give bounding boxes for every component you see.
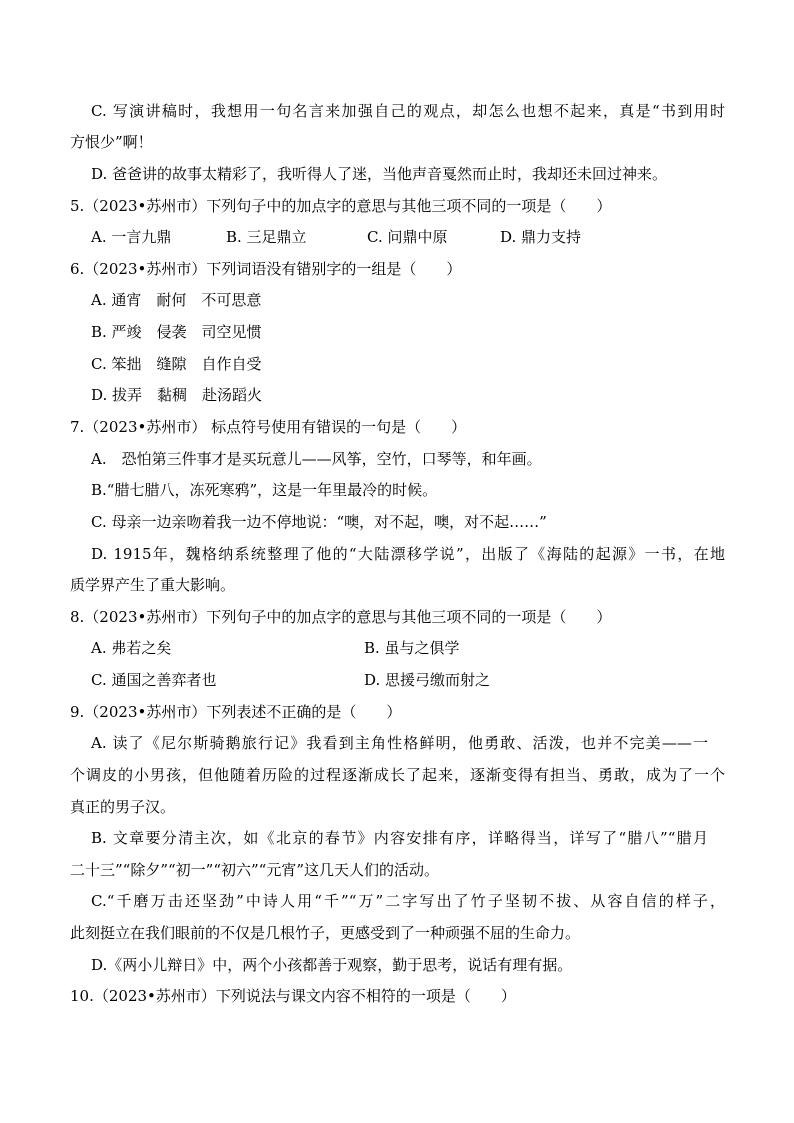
q5-option-b: B. 三足鼎立: [226, 228, 307, 246]
q9-option-a-line2: 个调皮的小男孩，但他随着历险的过程逐渐成长了起来，逐渐变得有担当、勇敢，成为了一个: [70, 766, 725, 784]
q9-option-c-line2: 此刻挺立在我们眼前的不仅是几根竹子，更感受到了一种顽强不屈的生命力。: [70, 924, 581, 942]
q9-option-b-line2: 二十三”“除夕”“初一”“初六”“元宵”这几天人们的活动。: [70, 861, 440, 879]
q5-option-c: C. 问鼎中原: [367, 228, 448, 246]
q8-option-b: B. 虽与之俱学: [364, 639, 460, 657]
q6-option-b: B. 严竣 侵袭 司空见惯: [91, 323, 262, 341]
q9-option-d: D.《两小儿辩日》中，两个小孩都善于观察，勤于思考，说话有理有据。: [91, 956, 573, 974]
q6-option-d: D. 拔弄 黏稠 赴汤蹈火: [91, 386, 263, 404]
q7-option-b: B.“腊七腊八，冻死寒鸦”，这是一年里最冷的时候。: [91, 481, 438, 499]
q4-option-c-line2: 方恨少”啊！: [70, 133, 153, 151]
q9-stem: 9.（2023•苏州市）下列表述不正确的是（ ）: [70, 703, 402, 721]
q5-stem: 5.（2023•苏州市）下列句子中的加点字的意思与其他三项不同的一项是（ ）: [70, 197, 612, 215]
q7-option-c: C. 母亲一边亲吻着我一边不停地说：“噢，对不起，噢，对不起……”: [91, 513, 547, 531]
q5-options: [91, 227, 581, 247]
q9-option-a-line3: 真正的男子汉。: [70, 798, 176, 816]
q8-option-a: A. 弗若之矣: [91, 639, 172, 657]
q8-options-row1: [91, 638, 460, 658]
q8-option-c: C. 通国之善弈者也: [91, 671, 217, 689]
q4-option-d: D. 爸爸讲的故事太精彩了，我听得人了迷，当他声音戛然而止时，我却还未回过神来。: [91, 165, 668, 183]
q6-option-a: A. 通宵 耐何 不可思意: [91, 291, 262, 309]
q8-option-d: D. 思援弓缴而射之: [364, 671, 491, 689]
q7-option-d-line2: 质学界产生了重大影响。: [70, 576, 236, 594]
q10-stem: 10.（2023•苏州市）下列说法与课文内容不相符的一项是（ ）: [70, 987, 516, 1005]
q8-options-row2: [91, 670, 490, 690]
q7-option-d-line1: D. 1915年，魏格纳系统整理了他的“大陆漂移学说”，出版了《海陆的起源》一书，在地: [91, 545, 725, 563]
q9-option-a-line1: A. 读了《尼尔斯骑鹅旅行记》我看到主角性格鲜明，他勇敢、活泼，也并不完美——一: [91, 734, 708, 752]
q6-stem: 6.（2023•苏州市）下列词语没有错别字的一组是（ ）: [70, 260, 462, 278]
q7-option-a: A. 恐怕第三件事才是买玩意儿——风筝，空竹，口琴等，和年画。: [91, 450, 542, 468]
q5-option-d: D. 鼎力支持: [500, 228, 582, 246]
q7-stem: 7.（2023•苏州市） 标点符号使用有错误的一句是（ ）: [70, 418, 467, 436]
q8-stem: 8.（2023•苏州市）下列句子中的加点字的意思与其他三项不同的一项是（ ）: [70, 608, 612, 626]
q5-option-a: A. 一言九鼎: [91, 228, 172, 246]
q6-option-c: C. 笨拙 缝隙 自作自受: [91, 355, 262, 373]
q4-option-c-line1: C. 写演讲稿时，我想用一句名言来加强自己的观点，却怎么也想不起来，真是“书到用时: [91, 102, 725, 120]
q9-option-b-line1: B. 文章要分清主次，如《北京的春节》内容安排有序，详略得当，详写了“腊八”“腊月: [91, 829, 708, 847]
q9-option-c-line1: C.“千磨万击还坚劲”中诗人用“千”“万”二字写出了竹子坚韧不拔、从容自信的样子，: [91, 892, 725, 910]
